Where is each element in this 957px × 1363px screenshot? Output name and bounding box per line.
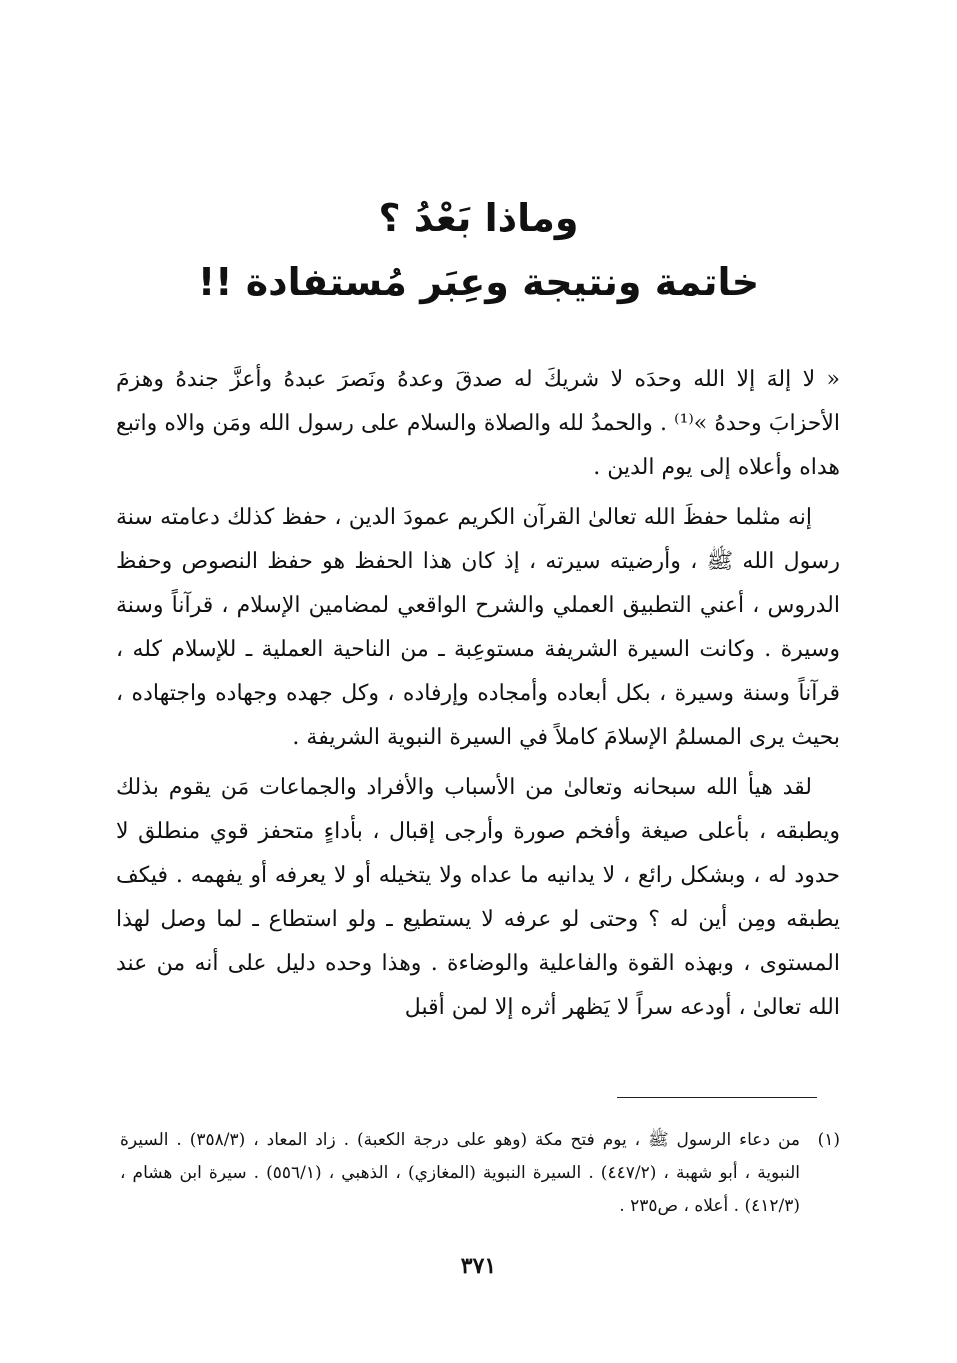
footnote-text: من دعاء الرسول ﷺ ، يوم فتح مكة (وهو على درجة الكعبة) . زاد المعاد ، (٣٥٨/٣) . السيرة النبوية ، أبو شهبة ، (٤٤٧/٢) . السيرة النبوية (المغازي) ، الذهبي ، (٥٥٦/١) . سيرة ابن هشام ، (٤١٢/٣) . أعلاه ، ص٢٣٥ . [120, 1130, 801, 1216]
chapter-subtitle: خاتمة ونتيجة وعِبَر مُستفادة !! [197, 260, 760, 304]
footnote-divider [617, 1097, 817, 1098]
chapter-title: وماذا بَعْدُ ؟ [378, 196, 579, 240]
footnote-marker: (١) [817, 1130, 840, 1150]
page-number: ٣٧١ [460, 1253, 497, 1279]
paragraph-divine-preparation: لقد هيأ الله سبحانه وتعالىٰ من الأسباب والأفراد والجماعات مَن يقوم بذلك ويطبقه ، بأعلى صيغة وأفخم صورة وأرجى إقبال ، بأداءٍ متحفز قوي منطلق لا حدود له ، وبشكل رائع ، لا يدانيه ما عداه ولا يتخيله أو لا يعرفه أو يفهمه . فيكف يطبقه ومِن أين له ؟ وحتى لو عرفه لا يستطيع ـ ولو استطاع ـ لما وصل لهذا المستوى ، وبهذه القوة والفاعلية والوضاءة . وهذا وحده دليل على أنه من عند الله تعالىٰ ، أودعه سراً لا يَظهر أثره إلا لمن أقبل [116, 775, 840, 1020]
paragraph-preservation: إنه مثلما حفظَ الله تعالىٰ القرآن الكريم عمودَ الدين ، حفظ كذلك دعامته سنة رسول الله ﷺ ، وأرضيته سيرته ، إذ كان هذا الحفظ هو حفظ النصوص وحفظ الدروس ، أعني التطبيق العملي والشرح الواقعي لمضامين الإسلام ، قرآناً وسنة وسيرة . وكانت السيرة الشريفة مستوعِبة ـ من الناحية العملية ـ للإسلام كله ، قرآناً وسنة وسيرة ، بكل أبعاده وأمجاده وإرفاده ، وكل جهده وجهاده واجتهاده ، بحيث يرى المسلمُ الإسلامَ كاملاً في السيرة النبوية الشريفة . [116, 505, 840, 750]
footnote-item [120, 1124, 840, 1223]
footnotes [120, 1124, 840, 1223]
paragraph-opening-supplication: « لا إلهَ إلا الله وحدَه لا شريكَ له صدقَ وعدهُ ونَصرَ عبدهُ وأعزَّ جندهُ وهزمَ الأحزابَ وحدهُ »⁽¹⁾ . والحمدُ لله والصلاة والسلام على رسول الله ومَن والاه واتبع هداه وأعلاه إلى يوم الدين . [116, 367, 841, 480]
body-text [116, 358, 840, 1036]
chapter-heading [100, 186, 857, 314]
